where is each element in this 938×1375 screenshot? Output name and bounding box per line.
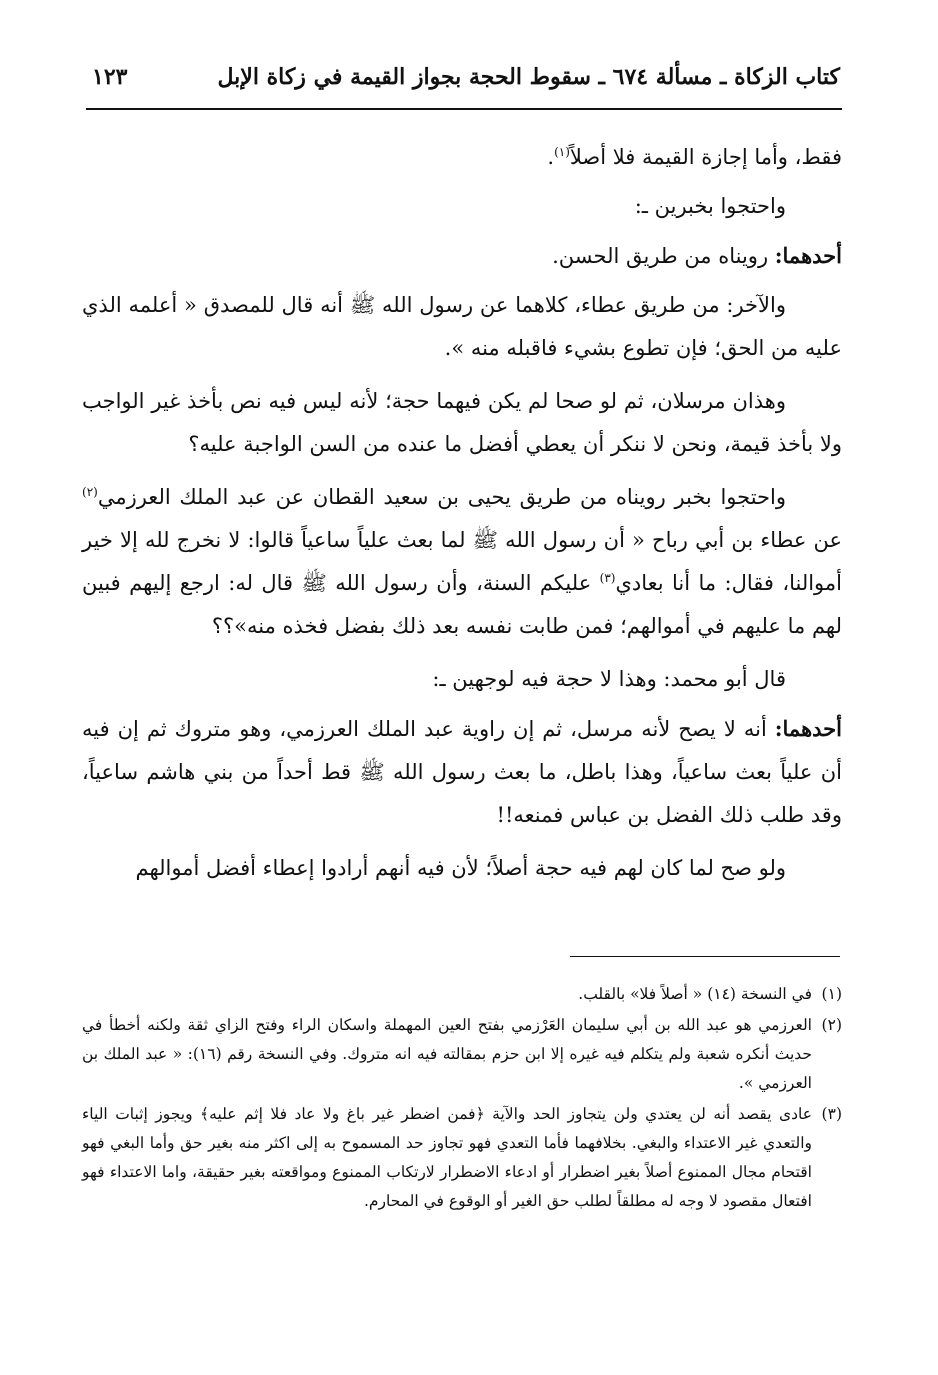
paragraph-1-text: فقط، وأما إجازة القيمة فلا أصلاً xyxy=(569,145,842,169)
paragraph-9: ولو صح لما كان لهم فيه حجة أصلاً؛ لأن فيه أنهم أرادوا إعطاء أفضل أموالهم xyxy=(135,856,786,880)
paragraph-3-lead: أحدهما: xyxy=(774,243,842,268)
paragraph-6-text-b: عن عطاء بن أبي رباح « أن رسول الله ﷺ لما بعث علياً ساعياً قالوا: لا نخرج لله إلا خير أموالنا، فقال: ما أنا بعادي xyxy=(82,528,842,595)
paragraph-1 xyxy=(82,136,842,179)
paragraph-6-text-a: واحتجوا بخبر رويناه من طريق يحيى بن سعيد القطان عن عبد الملك العرزمي xyxy=(97,485,786,509)
paragraph-2: واحتجوا بخبرين ـ: xyxy=(634,194,786,218)
footnote-ref-3: (٣) xyxy=(599,571,616,585)
running-header xyxy=(88,58,840,102)
footnote-text: في النسخة (١٤) « أصلاً فلا» بالقلب. xyxy=(578,985,812,1003)
paragraph-3-text: رويناه من طريق الحسن. xyxy=(552,244,775,268)
paragraph-6-text-c: عليكم السنة، وأن رسول الله ﷺ قال له: ارجع إليهم فبين لهم ما عليهم في أموالهم؛ فمن طابت نفسه بعد ذلك بفضل فخذه منه»؟؟ xyxy=(82,571,842,638)
main-text xyxy=(82,136,842,896)
footnote-text: العرزمي هو عبد الله بن أبي سليمان العَرْزمي بفتح العين المهملة واسكان الراء وفتح الزاي ثقة ولكنه أخطأ في حديث أنكره شعبة ولم يتكلم فيه غيره إلا ابن حزم بمقالته فيه انه متروك. وفي النسخة رقم (١٦): « عبد الملك بن العرزمي ». xyxy=(82,1016,812,1092)
paragraph-8-lead: أحدهما: xyxy=(774,716,842,741)
footnote-number: (٢) xyxy=(821,1016,842,1034)
footnote-ref-2: (٢) xyxy=(82,485,98,499)
footnote-ref-1: (١) xyxy=(554,145,570,159)
footnote-text: عادى يقصد أنه لن يعتدي ولن يتجاوز الحد والآية ﴿فمن اضطر غير باغ ولا عاد فلا إثم عليه﴾ ويجوز إثبات الياء والتعدي غير الاعتداء والبغي. بخلافهما فأما التعدي فهو تجاوز حد المسموح به إلى اكثر منه بغير حق وأما البغي فهو اقتحام مجال الممنوع أصلاً بغير اضطرار أو ادعاء الاضطرار لارتكاب الممنوع ومواقعته بغير حقيقة، واما الاعتداء فهو افتعال مقصود لا وجه له مطلقاً لطلب حق الغير أو الوقوع في المحارم. xyxy=(82,1105,812,1210)
header-divider xyxy=(86,108,842,110)
footnote-3 xyxy=(82,1100,842,1216)
paragraph-3 xyxy=(82,234,842,278)
header-title: كتاب الزكاة ـ مسألة ٦٧٤ ـ سقوط الحجة بجواز القيمة في زكاة الإبل xyxy=(217,64,840,90)
footnote-1 xyxy=(82,980,842,1009)
footnote-2 xyxy=(82,1011,842,1098)
paragraph-1-end: . xyxy=(547,145,555,169)
footnote-number: (١) xyxy=(821,985,842,1003)
paragraph-5: وهذان مرسلان، ثم لو صحا لم يكن فيهما حجة؛ لأنه ليس فيه نص بأخذ غير الواجب ولا بأخذ قيمة، ونحن لا ننكر أن يعطي أفضل ما عنده من السن الواجبة عليه؟ xyxy=(82,389,842,456)
footnotes xyxy=(82,980,842,1218)
paragraph-7: قال أبو محمد: وهذا لا حجة فيه لوجهين ـ: xyxy=(432,667,786,691)
paragraph-8 xyxy=(82,707,842,837)
page-number: ١٢٣ xyxy=(92,64,128,90)
paragraph-4: والآخر: من طريق عطاء، كلاهما عن رسول الله ﷺ أنه قال للمصدق « أعلمه الذي عليه من الحق؛ فإن تطوع بشيء فاقبله منه ». xyxy=(82,293,842,360)
paragraph-8-text: أنه لا يصح لأنه مرسل، ثم إن راوية عبد الملك العرزمي، وهو متروك ثم إن فيه أن علياً بعث ساعياً، وهذا باطل، ما بعث رسول الله ﷺ قط أحداً من بني هاشم ساعياً، وقد طلب ذلك الفضل بن عباس فمنعه!! xyxy=(82,717,842,827)
footnote-number: (٣) xyxy=(821,1105,842,1123)
paragraph-6 xyxy=(82,476,842,648)
footnote-divider xyxy=(570,956,840,957)
